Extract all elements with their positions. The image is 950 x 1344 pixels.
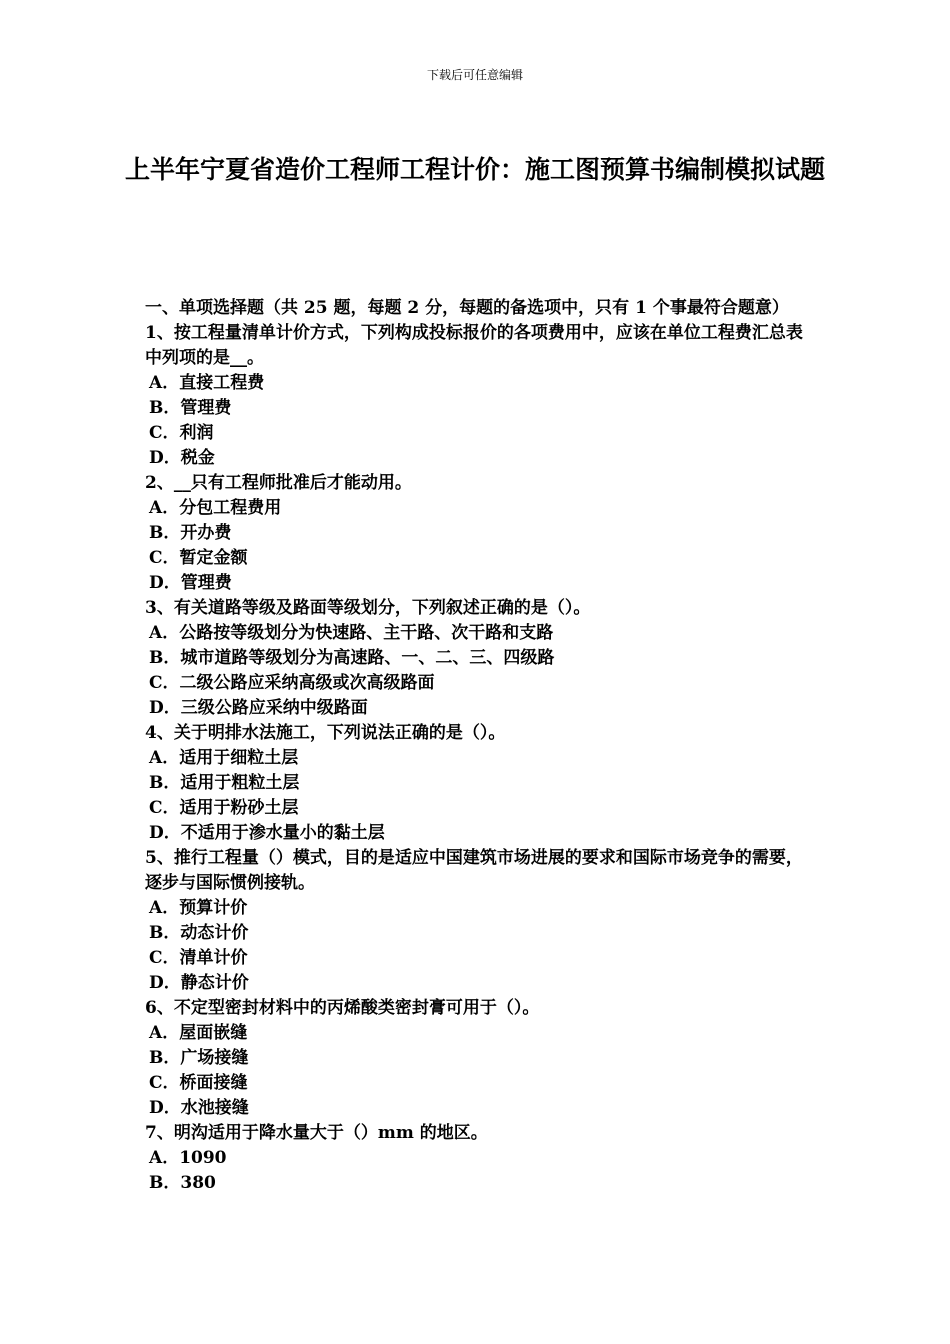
option: A．适用于细粒土层 bbox=[149, 748, 299, 768]
option: B．380 bbox=[149, 1173, 216, 1193]
question-stem: 7、明沟适用于降水量大于（）mm 的地区。 bbox=[145, 1123, 488, 1143]
option: C．二级公路应采纳高级或次高级路面 bbox=[149, 673, 435, 693]
option: B．适用于粗粒土层 bbox=[149, 773, 300, 793]
question-stem: 1、按工程量清单计价方式，下列构成投标报价的各项费用中，应该在单位工程费汇总表中列项的是__。 bbox=[145, 323, 803, 368]
option: A．公路按等级划分为快速路、主干路、次干路和支路 bbox=[149, 623, 554, 643]
option: D．三级公路应采纳中级路面 bbox=[149, 698, 368, 718]
question-stem: 2、__只有工程师批准后才能动用。 bbox=[145, 473, 412, 493]
question-stem: 4、关于明排水法施工，下列说法正确的是（）。 bbox=[145, 723, 506, 743]
option: B．动态计价 bbox=[149, 923, 249, 943]
option: B．广场接缝 bbox=[149, 1048, 249, 1068]
option: D．不适用于渗水量小的黏土层 bbox=[149, 823, 385, 843]
option: C．利润 bbox=[149, 423, 214, 443]
option: B．管理费 bbox=[149, 398, 232, 418]
section-heading: 一、单项选择题（共 25 题，每题 2 分，每题的备选项中，只有 1 个事最符合题意） bbox=[145, 298, 789, 318]
question-stem: 5、推行工程量（）模式，目的是适应中国建筑市场进展的要求和国际市场竞争的需要，逐步与国际惯例接轨。 bbox=[145, 848, 803, 893]
option: A．屋面嵌缝 bbox=[149, 1023, 248, 1043]
option: C．桥面接缝 bbox=[149, 1073, 248, 1093]
option: D．税金 bbox=[149, 448, 215, 468]
option: D．水池接缝 bbox=[149, 1098, 249, 1118]
option: C．清单计价 bbox=[149, 948, 248, 968]
option: D．静态计价 bbox=[149, 973, 249, 993]
option: C．适用于粉砂土层 bbox=[149, 798, 299, 818]
page-header: 下载后可任意编辑 bbox=[426, 68, 523, 82]
document-title: 上半年宁夏省造价工程师工程计价：施工图预算书编制模拟试题 bbox=[124, 155, 825, 184]
option: A．预算计价 bbox=[149, 898, 248, 918]
question-stem: 6、不定型密封材料中的丙烯酸类密封膏可用于（）。 bbox=[145, 998, 540, 1018]
option: B．城市道路等级划分为高速路、一、二、三、四级路 bbox=[149, 648, 555, 668]
option: C．暂定金额 bbox=[149, 548, 248, 568]
option: A．分包工程费用 bbox=[149, 498, 282, 518]
question-stem: 3、有关道路等级及路面等级划分，下列叙述正确的是（）。 bbox=[145, 598, 591, 618]
question-list bbox=[145, 296, 810, 1196]
option: A．直接工程费 bbox=[149, 373, 265, 393]
option: B．开办费 bbox=[149, 523, 232, 543]
option: A．1090 bbox=[149, 1148, 227, 1168]
option: D．管理费 bbox=[149, 573, 232, 593]
